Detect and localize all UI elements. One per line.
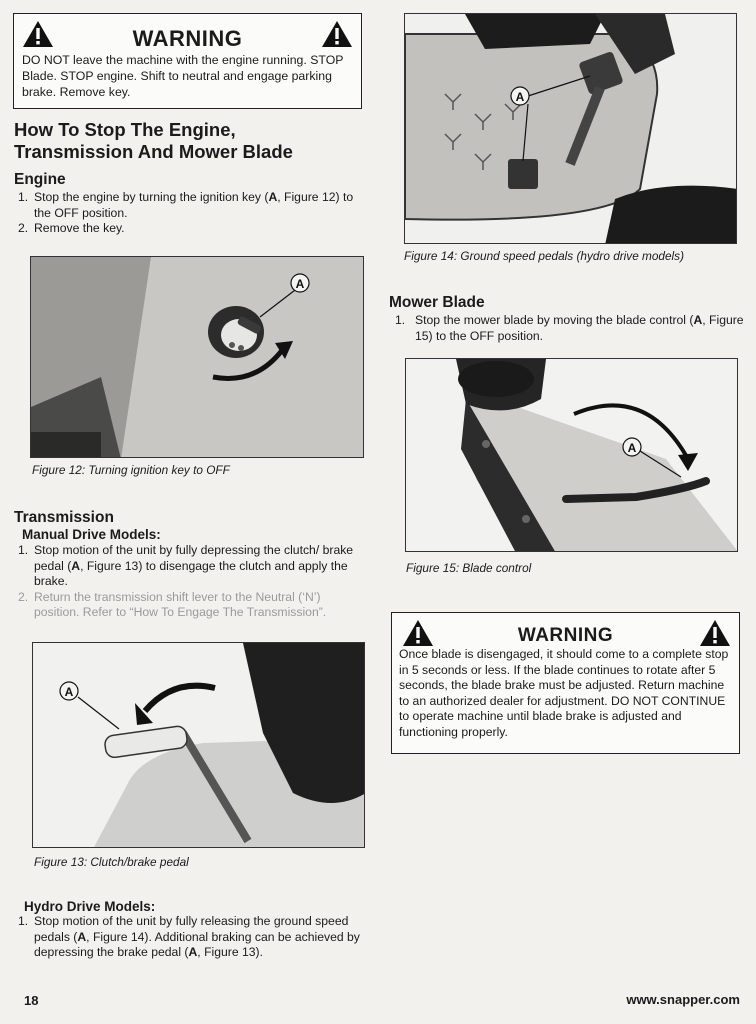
transmission-steps	[14, 543, 369, 621]
hydro-drive-heading: Hydro Drive Models:	[24, 899, 156, 914]
figure-13-caption: Figure 13: Clutch/brake pedal	[34, 855, 189, 869]
callout-label: A	[515, 90, 525, 104]
figure-14-caption: Figure 14: Ground speed pedals (hydro drive models)	[404, 249, 684, 263]
hydro-steps	[14, 914, 369, 961]
figure-15-caption: Figure 15: Blade control	[406, 561, 532, 575]
warning-box-blade	[391, 612, 740, 754]
callout-label: A	[295, 277, 305, 291]
page-number: 18	[24, 993, 39, 1008]
figure-14-speed-pedals	[404, 13, 737, 244]
warning-text: DO NOT leave the machine with the engine running. STOP Blade. STOP engine. Shift to neutral and engage parking brake. Remove key.	[22, 53, 344, 99]
ignition-illustration	[31, 257, 364, 458]
clutch-illustration	[33, 643, 365, 848]
list-item: 1. Stop the mower blade by moving the blade control (A, Figure 15) to the OFF position.	[395, 313, 744, 343]
callout-label: A	[627, 441, 637, 455]
blade-control-illustration	[406, 359, 738, 552]
mower-blade-heading: Mower Blade	[389, 294, 485, 311]
list-item: 1. Stop motion of the unit by fully releasing the ground speed pedals (A, Figure 14). Additional braking can be achieved by depressing the brake pedal (A, Figure 13).	[18, 914, 360, 959]
callout-label: A	[64, 685, 74, 699]
warning-title: WARNING	[132, 26, 243, 51]
list-item: 1. Stop the engine by turning the ignition key (A, Figure 12) to the OFF position.	[18, 190, 354, 220]
warning-title: WARNING	[517, 625, 614, 646]
engine-steps	[14, 190, 369, 237]
list-item: 2. Return the transmission shift lever to the Neutral (‘N’) position. Refer to “How To Engage The Transmission”.	[18, 589, 327, 619]
warning-triangle-icon	[402, 619, 434, 647]
website-url: www.snapper.com	[626, 992, 740, 1007]
manual-drive-heading: Manual Drive Models:	[22, 527, 161, 542]
figure-12-ignition-key	[30, 256, 364, 458]
figure-13-clutch-pedal	[32, 642, 365, 848]
warning-box-top	[13, 13, 362, 109]
transmission-heading: Transmission	[14, 509, 114, 526]
warning-triangle-icon	[22, 20, 54, 48]
warning-triangle-icon	[321, 20, 353, 48]
engine-heading: Engine	[14, 171, 66, 188]
warning-triangle-icon	[699, 619, 731, 647]
section-heading: How To Stop The Engine, Transmission And Mower Blade	[14, 119, 293, 162]
list-item: 2. Remove the key.	[18, 221, 125, 235]
figure-15-blade-control	[405, 358, 738, 552]
list-item: 1. Stop motion of the unit by fully depressing the clutch/ brake pedal (A, Figure 13) to disengage the clutch and apply the brake.	[18, 543, 354, 588]
figure-12-caption: Figure 12: Turning ignition key to OFF	[32, 463, 230, 477]
mower-blade-steps	[389, 313, 744, 344]
pedals-illustration	[405, 14, 737, 244]
warning-text: Once blade is disengaged, it should come to a complete stop in 5 seconds or less. If the blade continues to rotate after 5 seconds, the blade brake must be adjusted. Return machine to an authorized dealer for adjustment. DO NOT CONTINUE to operate machine until blade brake is adjusted and functioning properly.	[399, 647, 729, 739]
